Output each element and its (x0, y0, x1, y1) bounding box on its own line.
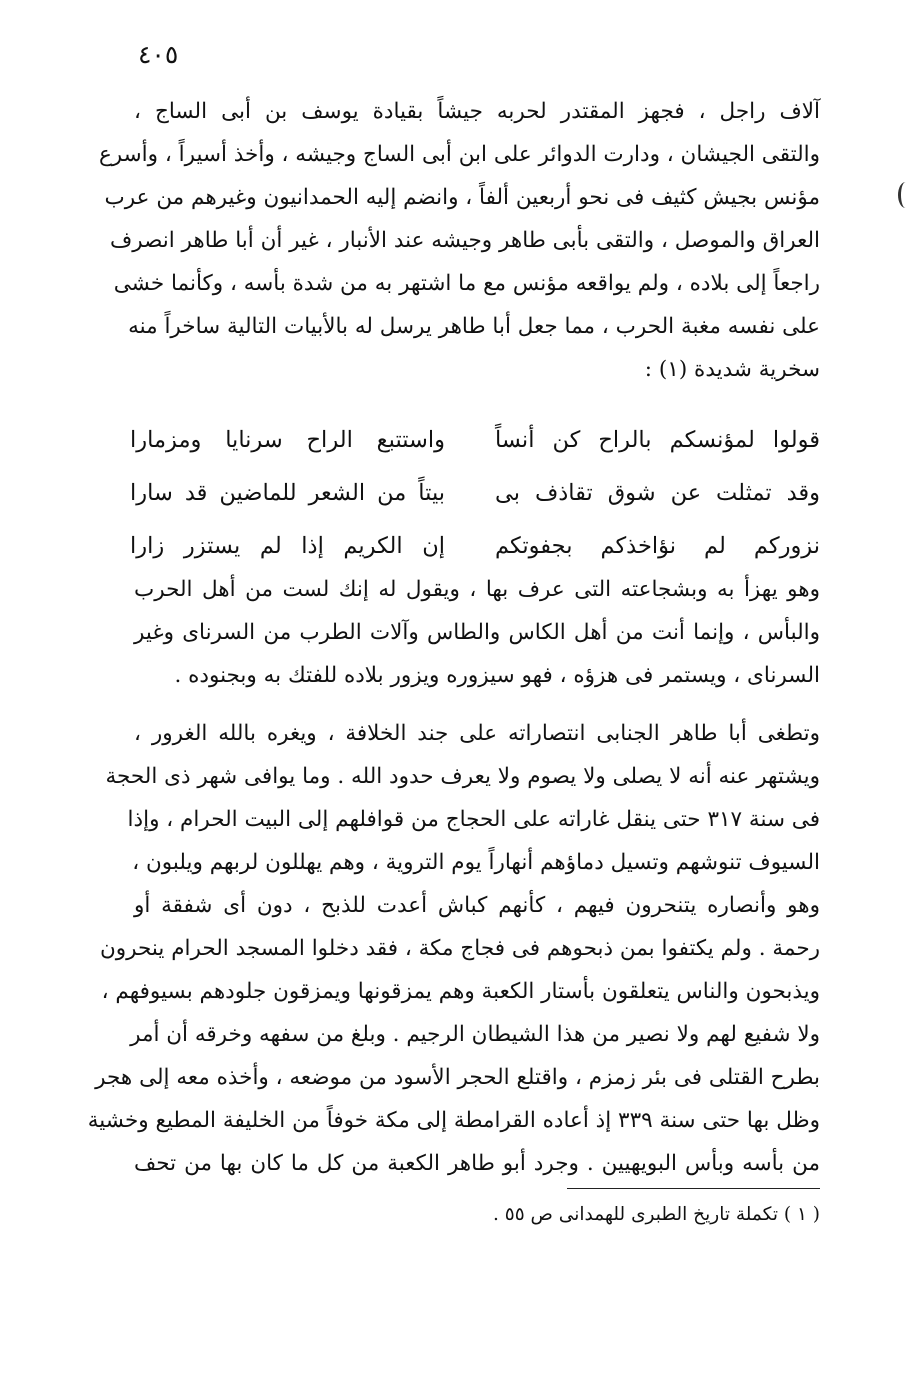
text-line: وظل بها حتى سنة ٣٣٩ إذ أعاده القرامطة إلى مكة خوفاً من الخليفة المطيع وخشية (87, 1108, 820, 1133)
verse-second-hemistich: واستتبع الراح سرنايا ومزمارا (130, 427, 445, 453)
verse-first-hemistich: وقد تمثلت عن شوق تقاذف بى (495, 480, 820, 506)
text-line: العراق والموصل ، والتقى بأبى طاهر وجيشه عند الأنبار ، غير أن أبا طاهر انصرف (109, 228, 820, 253)
text-line: مؤنس بجيش كثيف فى نحو أربعين ألفاً ، وانضم إليه الحمدانيون وغيرهم من عرب (104, 185, 820, 210)
text-line: والتقى الجيشان ، ودارت الدوائر على ابن أبى الساج وجيشه ، وأخذ أسيراً ، وأسرع (98, 142, 820, 167)
page-number: ٤٠٥ (138, 40, 179, 69)
verse-first-hemistich: قولوا لمؤنسكم بالراح كن أنساً (495, 427, 820, 453)
text-line: من بأسه وبأس البويهيين . وجرد أبو طاهر الكعبة من كل ما كان بها من تحف (134, 1151, 820, 1176)
text-line: ويذبحون والناس يتعلقون بأستار الكعبة وهم يمزقونها ويمزقون جلودهم بسيوفهم ، (101, 979, 820, 1004)
text-line: ويشتهر عنه أنه لا يصلى ولا يصوم ولا يعرف حدود الله . وما يوافى شهر ذى الحجة (105, 764, 820, 789)
text-line: آلاف راجل ، فجهز المقتدر لحربه جيشاً بقيادة يوسف بن أبى الساج ، (134, 99, 820, 124)
footnote: ( ١ ) تكملة تاريخ الطبرى للهمدانى ص ٥٥ . (493, 1204, 820, 1225)
footnote-divider (567, 1188, 820, 1189)
text-line: بطرح القتلى فى بئر زمزم ، واقتلع الحجر الأسود من موضعه ، وأخذه معه إلى هجر (95, 1065, 820, 1090)
text-line: وهو وأنصاره يتنحرون فيهم ، كأنهم كباش أعدت للذبح ، دون أى شفقة أو (134, 893, 820, 918)
text-line: وتطغى أبا طاهر الجنابى انتصاراته على جند الخلافة ، ويغره بالله الغرور ، (134, 721, 820, 746)
text-line: السيوف تنوشهم وتسيل دماؤهم أنهاراً يوم التروية ، وهم يهللون لربهم ويلبون ، (132, 850, 820, 875)
verse-second-hemistich: إن الكريم إذا لم يستزر زارا (130, 533, 445, 559)
text-line: السرناى ، ويستمر فى هزؤه ، فهو سيزوره ويزور بلاده للفتك به وبجنوده . (174, 663, 820, 688)
text-line: سخرية شديدة (١) : (644, 357, 820, 382)
verse-line (130, 467, 820, 520)
paragraph-main (87, 712, 820, 1185)
text-line: على نفسه مغبة الحرب ، مما جعل أبا طاهر يرسل له بالأبيات التالية ساخراً منه (128, 314, 820, 339)
verse-line (130, 414, 820, 467)
margin-mark (898, 182, 908, 208)
text-line: وهو يهزأ به وبشجاعته التى عرف بها ، ويقول له إنك لست من أهل الحرب (134, 577, 820, 602)
verse-first-hemistich: نزوركم لم نؤاخذكم بجفوتكم (495, 533, 820, 559)
poem-verses (130, 414, 820, 573)
paragraph-intro (98, 90, 820, 391)
verse-second-hemistich: بيتاً من الشعر للماضين قد سارا (130, 480, 445, 506)
text-line: فى سنة ٣١٧ حتى ينقل غاراته على الحجاج من قوافلهم إلى البيت الحرام ، وإذا (127, 807, 820, 832)
paragraph-commentary (134, 568, 820, 697)
text-line: والبأس ، وإنما أنت من أهل الكاس والطاس وآلات الطرب من السرناى وغير (134, 620, 820, 645)
verse-line (130, 520, 820, 573)
text-line: رحمة . ولم يكتفوا بمن ذبحوهم فى فجاج مكة ، فقد دخلوا المسجد الحرام ينحرون (99, 936, 820, 961)
text-line: ولا شفيع لهم ولا نصير من هذا الشيطان الرجيم . وبلغ من سفهه وخرقه أن أمر (130, 1022, 820, 1047)
text-line: راجعاً إلى بلاده ، ولم يواقعه مؤنس مع ما اشتهر به من شدة بأسه ، وكأنما خشى (113, 271, 820, 296)
